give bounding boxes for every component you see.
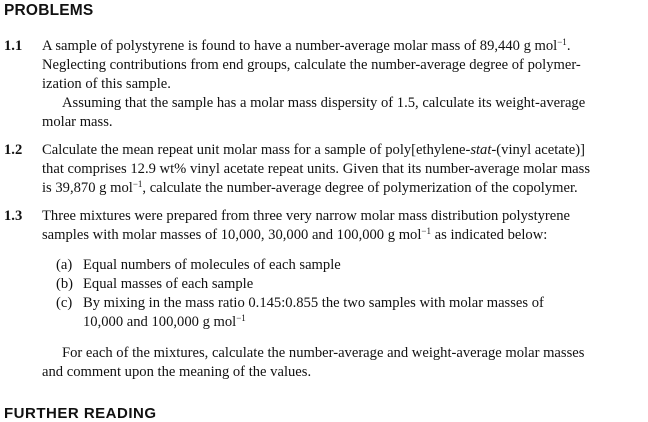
problem-1-2-line-1-text-b: -(vinyl acetate)] [491,142,586,158]
list-item-c-label: (c) [56,295,73,311]
list-item-c-line-2 [83,313,246,332]
unit-exponent: −1 [132,179,143,189]
problem-1-2-line-1 [42,141,585,160]
unit-exponent: −1 [557,37,567,47]
problem-1-1-line-4: Assuming that the sample has a molar mass dispersity of 1.5, calculate its weight-average [62,95,586,111]
problem-1-1-line-5: molar mass. [42,114,113,130]
problem-1-3-line-2-text-a: samples with molar masses of 10,000, 30,000 and 100,000 g mol [42,227,422,243]
unit-exponent: −1 [236,313,246,323]
problem-1-1-line-1 [42,37,570,56]
period: . [566,38,571,54]
list-item-a-text: Equal numbers of molecules of each sample [83,257,341,273]
unit-exponent: −1 [421,226,431,236]
problem-1-3-closing-line-2: and comment upon the meaning of the values. [42,364,312,380]
section-heading: PROBLEMS [4,2,94,19]
problem-1-3-line-2 [42,226,547,245]
problem-number-1-3: 1.3 [4,208,23,224]
italic-stat: stat [470,142,492,158]
problem-1-1-line-1-text: A sample of polystyrene is found to have a number-average molar mass of 89,440 g mol [42,38,558,54]
problem-1-3-line-2-text-b: as indicated below: [430,227,548,243]
list-item-c-line-2-text: 10,000 and 100,000 g mol [83,314,237,330]
problem-1-2-line-3-text-b: , calculate the number-average degree of polymerization of the copolymer. [142,180,578,196]
problem-1-3-line-1: Three mixtures were prepared from three very narrow molar mass distribution polystyrene [42,208,571,224]
list-item-b-text: Equal masses of each sample [83,276,254,292]
problem-1-3-closing-line-1: For each of the mixtures, calculate the number-average and weight-average molar masses [62,345,585,361]
problem-1-2-line-1-text-a: Calculate the mean repeat unit molar mass for a sample of poly[ethylene- [42,142,471,158]
problem-1-1-line-2: Neglecting contributions from end groups, calculate the number-average degree of polymer- [42,57,581,73]
further-reading-heading: FURTHER READING [4,405,157,422]
problem-1-2-line-3-text-a: is 39,870 g mol [42,180,133,196]
problem-number-1-1: 1.1 [4,38,23,54]
problem-1-2-line-2: that comprises 12.9 wt% vinyl acetate repeat units. Given that its number-average molar mass [42,161,591,177]
problem-1-2-line-3 [42,179,578,198]
list-item-c-text: By mixing in the mass ratio 0.145:0.855 the two samples with molar masses of [83,295,544,311]
list-item-b-label: (b) [56,276,74,292]
problem-number-1-2: 1.2 [4,142,23,158]
problem-1-1-line-3: ization of this sample. [42,76,171,92]
list-item-a-label: (a) [56,257,73,273]
